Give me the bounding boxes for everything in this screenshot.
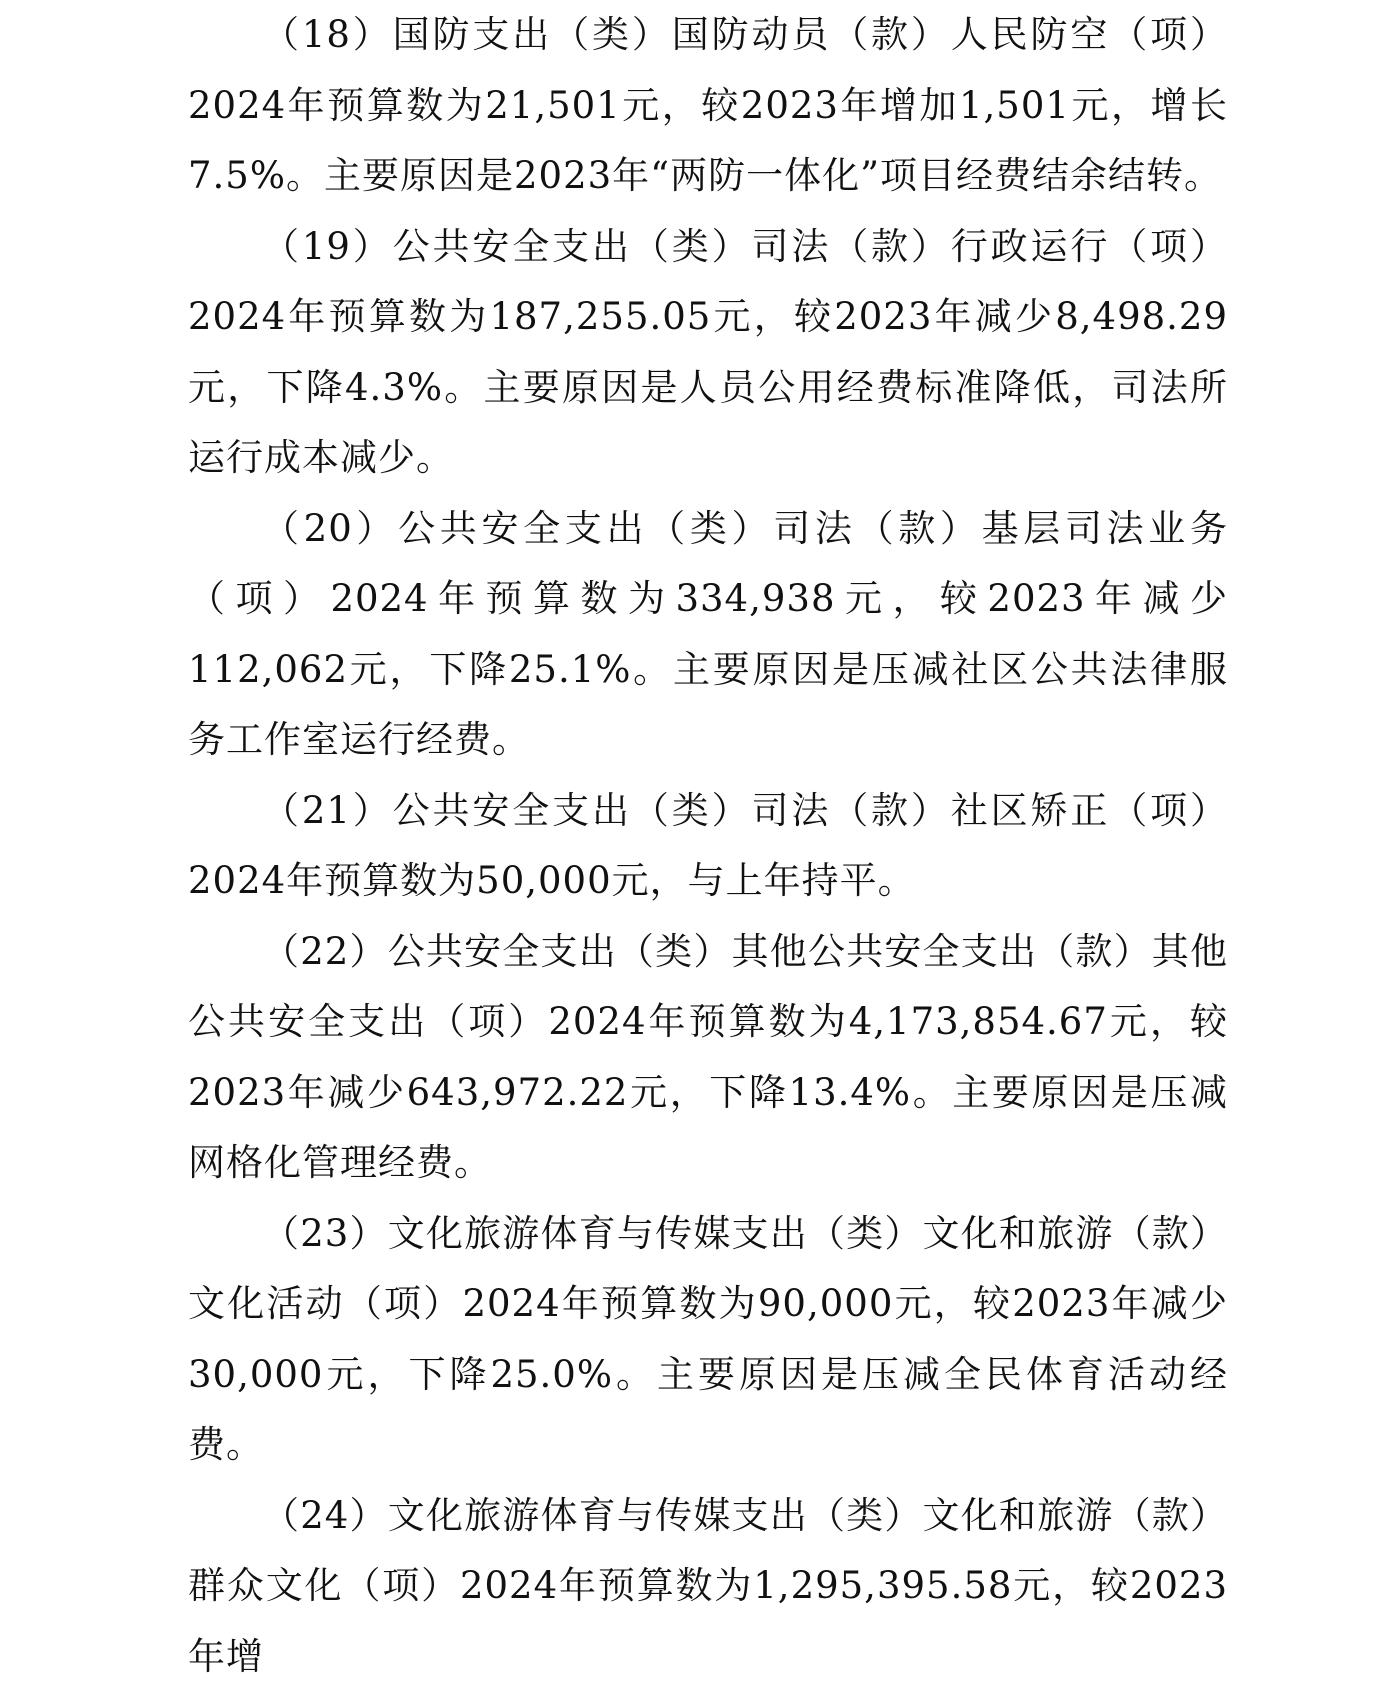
paragraph-23: （23）文化旅游体育与传媒支出（类）文化和旅游（款）文化活动（项）2024年预算数为90,000元，较2023年减少30,000元，下降25.0%。主要原因是压减全民体育活动经费。 <box>188 1199 1228 1481</box>
paragraph-24: （24）文化旅游体育与传媒支出（类）文化和旅游（款）群众文化（项）2024年预算数为1,295,395.58元，较2023年增 <box>188 1481 1228 1692</box>
paragraph-19: （19）公共安全支出（类）司法（款）行政运行（项）2024年预算数为187,255.05元，较2023年减少8,498.29元，下降4.3%。主要原因是人员公用经费标准降低，司法所运行成本减少。 <box>188 212 1228 494</box>
paragraph-21: （21）公共安全支出（类）司法（款）社区矫正（项）2024年预算数为50,000元，与上年持平。 <box>188 776 1228 917</box>
paragraph-22: （22）公共安全支出（类）其他公共安全支出（款）其他公共安全支出（项）2024年预算数为4,173,854.67元，较2023年减少643,972.22元，下降13.4%。主要原因是压减网格化管理经费。 <box>188 917 1228 1199</box>
paragraph-20: （20）公共安全支出（类）司法（款）基层司法业务（项）2024年预算数为334,938元，较2023年减少112,062元，下降25.1%。主要原因是压减社区公共法律服务工作室运行经费。 <box>188 494 1228 776</box>
document-page <box>188 0 1228 1692</box>
paragraph-18: （18）国防支出（类）国防动员（款）人民防空（项）2024年预算数为21,501元，较2023年增加1,501元，增长7.5%。主要原因是2023年“两防一体化”项目经费结余结转。 <box>188 0 1228 212</box>
